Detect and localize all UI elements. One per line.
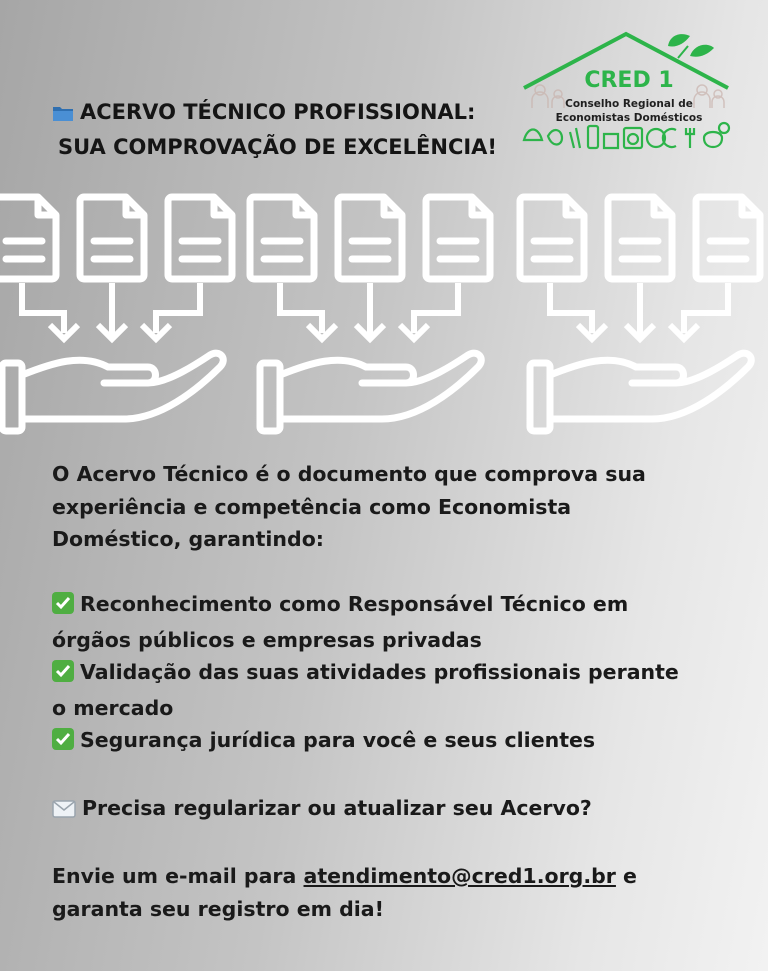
folder-icon xyxy=(52,99,74,131)
title-line-2: SUA COMPROVAÇÃO DE EXCELÊNCIA! xyxy=(58,135,498,159)
benefit-3-line-1: Segurança jurídica para você e seus clientes xyxy=(80,728,596,752)
intro-line-3: Doméstico, garantindo: xyxy=(52,527,324,551)
page-title xyxy=(52,96,522,163)
benefit-2-line-2: o mercado xyxy=(52,695,174,720)
intro-line-2: experiência e competência como Economista xyxy=(52,494,572,519)
logo-subtitle-line-1: Conselho Regional de xyxy=(565,98,693,110)
cta-line-1 xyxy=(52,860,732,893)
logo-title: CRED 1 xyxy=(584,68,674,93)
benefit-1-line-2: órgãos públicos e empresas privadas xyxy=(52,627,482,652)
intro-line-1: O Acervo Técnico é o documento que comprova sua xyxy=(52,462,646,486)
benefit-1-line-1: Reconhecimento como Responsável Técnico em xyxy=(80,592,629,616)
benefit-item xyxy=(52,724,732,760)
check-icon xyxy=(52,591,74,624)
benefit-item xyxy=(52,656,732,692)
check-icon xyxy=(52,659,74,692)
question-line xyxy=(52,792,732,828)
cta-prefix: Envie um e-mail para xyxy=(52,864,304,888)
check-icon xyxy=(52,727,74,760)
cred1-logo xyxy=(518,28,740,168)
title-line-1: ACERVO TÉCNICO PROFISSIONAL: xyxy=(80,100,476,124)
question-text: Precisa regularizar ou atualizar seu Acervo? xyxy=(82,796,592,820)
email-link[interactable]: atendimento@cred1.org.br xyxy=(303,864,616,888)
benefit-item xyxy=(52,588,732,624)
main-content xyxy=(52,458,732,925)
mail-icon xyxy=(52,795,76,828)
cta-line-2: garanta seu registro em dia! xyxy=(52,896,384,921)
documents-to-hand-illustration xyxy=(0,185,768,440)
cta-suffix: e xyxy=(615,864,637,888)
benefit-2-line-1: Validação das suas atividades profissionais perante xyxy=(80,660,679,684)
logo-subtitle-line-2: Economistas Domésticos xyxy=(555,112,703,124)
